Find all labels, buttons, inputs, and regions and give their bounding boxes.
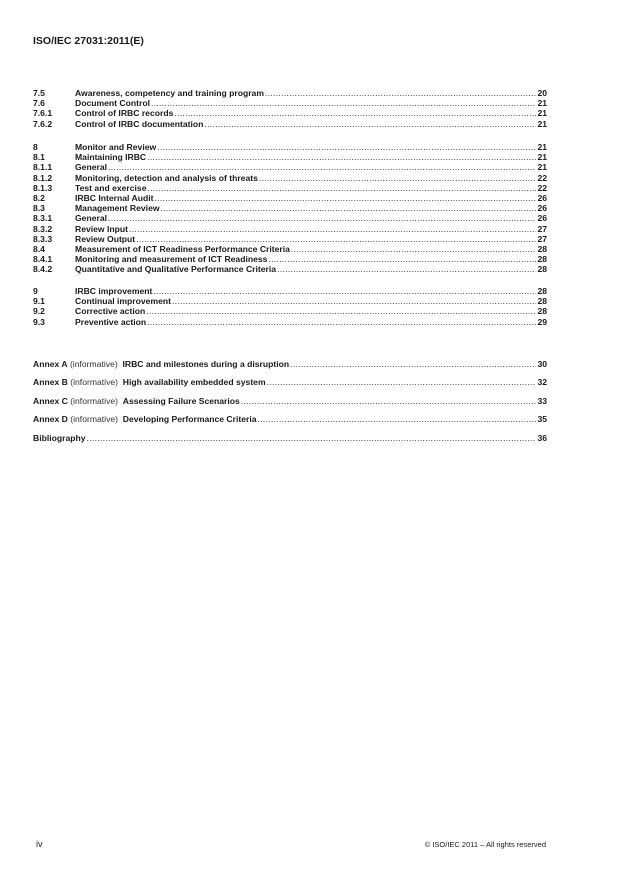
annex-title: IRBC and milestones during a disruption [122, 358, 290, 369]
page-ref: 22 [537, 182, 547, 193]
page-ref: 22 [537, 172, 547, 183]
section-number: 8.4 [33, 244, 45, 254]
section-title: Monitor and Review [75, 142, 157, 152]
annex-title: Assessing Failure Scenarios [122, 395, 240, 406]
dot-leader [241, 396, 537, 407]
toc-annex-entry[interactable] [33, 359, 547, 370]
page-ref: 20 [537, 88, 547, 98]
section-number: 9.3 [33, 316, 45, 327]
page-ref: 29 [537, 316, 547, 327]
section-number: 7.5 [33, 88, 45, 98]
section-number: 8.3.3 [33, 233, 53, 244]
page-ref: 28 [537, 244, 547, 254]
annex-label: Annex D [33, 414, 68, 424]
toc-annex-entry[interactable] [33, 377, 547, 388]
toc-bibliography-entry[interactable] [33, 433, 547, 444]
annex-title: High availability embedded system [122, 377, 266, 387]
copyright-notice: © ISO/IEC 2011 – All rights reserved [424, 840, 546, 849]
section-number: 8.1.2 [33, 172, 53, 183]
page-ref: 26 [537, 213, 547, 224]
page-ref: 21 [537, 162, 547, 173]
section-number: 8.4.2 [33, 264, 53, 275]
annex-type: (informative) [70, 377, 119, 387]
section-title: Awareness, competency and training program [75, 88, 264, 98]
page-ref: 28 [537, 264, 547, 275]
section-number: 9.2 [33, 306, 45, 317]
section-number: 8.1.1 [33, 162, 53, 173]
bibliography-title: Bibliography [33, 432, 86, 443]
page-ref: 21 [537, 98, 547, 109]
section-title: IRBC Internal Audit [75, 193, 154, 203]
dot-leader [87, 433, 537, 444]
section-title: Test and exercise [75, 182, 147, 193]
section-title: Monitoring, detection and analysis of threats [75, 172, 258, 183]
page-ref: 28 [537, 286, 547, 296]
document-header: ISO/IEC 27031:2011(E) [33, 35, 144, 47]
toc-entry[interactable] [33, 317, 547, 328]
section-number: 9.1 [33, 296, 45, 307]
annex-label: Annex C [33, 395, 68, 406]
dot-leader [267, 377, 537, 388]
page-ref: 35 [537, 414, 547, 424]
toc-annex-entry[interactable] [33, 414, 547, 425]
section-number: 7.6.1 [33, 108, 53, 119]
toc-entry[interactable] [33, 119, 547, 130]
dot-leader [258, 414, 537, 425]
section-number: 8.2 [33, 193, 45, 203]
page-ref: 28 [537, 296, 547, 307]
dot-leader [277, 264, 536, 275]
section-number: 8.3.2 [33, 223, 53, 234]
section-title: General [75, 213, 108, 224]
annex-type: (informative) [70, 395, 119, 406]
section-title: Maintaining IRBC [75, 152, 147, 163]
section-number: 8.1.3 [33, 182, 53, 193]
page-ref: 26 [537, 203, 547, 214]
page-ref: 21 [537, 152, 547, 163]
page-ref: 28 [537, 254, 547, 265]
toc-annex-entry[interactable] [33, 396, 547, 407]
section-title: Preventive action [75, 316, 147, 327]
page-ref: 33 [537, 395, 547, 406]
annex-label: Annex A [33, 358, 68, 369]
section-title: Quantitative and Qualitative Performance Criteria [75, 264, 277, 275]
page-ref: 21 [537, 108, 547, 119]
section-title: Control of IRBC documentation [75, 118, 204, 129]
section-title: Document Control [75, 98, 150, 109]
section-title: Review Output [75, 233, 136, 244]
page-ref: 36 [537, 432, 547, 443]
page-ref: 30 [537, 358, 547, 369]
section-number: 8.1 [33, 152, 45, 163]
dot-leader [147, 317, 536, 328]
annex-type: (informative) [70, 414, 119, 424]
section-title: Management Review [75, 203, 160, 214]
section-number: 7.6 [33, 98, 45, 109]
section-title: Review Input [75, 223, 129, 234]
section-title: General [75, 162, 108, 173]
page-ref: 27 [537, 233, 547, 244]
page-ref: 26 [537, 193, 547, 203]
annex-type: (informative) [69, 358, 118, 369]
page-ref: 21 [537, 118, 547, 129]
section-number: 8.4.1 [33, 254, 53, 265]
section-number: 9 [33, 286, 38, 296]
dot-leader [290, 359, 536, 370]
section-title: IRBC improvement [75, 286, 153, 296]
annex-label: Annex B [33, 377, 68, 387]
section-title: Monitoring and measurement of ICT Readiness [75, 254, 268, 265]
section-number: 8.3 [33, 203, 45, 214]
page-ref: 32 [537, 377, 547, 387]
section-number: 7.6.2 [33, 118, 53, 129]
section-number: 8.3.1 [33, 213, 53, 224]
page-number: iv [36, 839, 43, 849]
section-number: 8 [33, 142, 38, 152]
annex-title: Developing Performance Criteria [122, 414, 257, 424]
section-title: Corrective action [75, 306, 146, 317]
page-ref: 21 [537, 142, 547, 152]
section-title: Control of IRBC records [75, 108, 174, 119]
section-title: Continual improvement [75, 296, 171, 307]
toc-entry[interactable] [33, 264, 547, 275]
section-title: Measurement of ICT Readiness Performance Criteria [75, 244, 290, 254]
page-ref: 28 [537, 306, 547, 317]
dot-leader [204, 119, 536, 130]
page-ref: 27 [537, 223, 547, 234]
